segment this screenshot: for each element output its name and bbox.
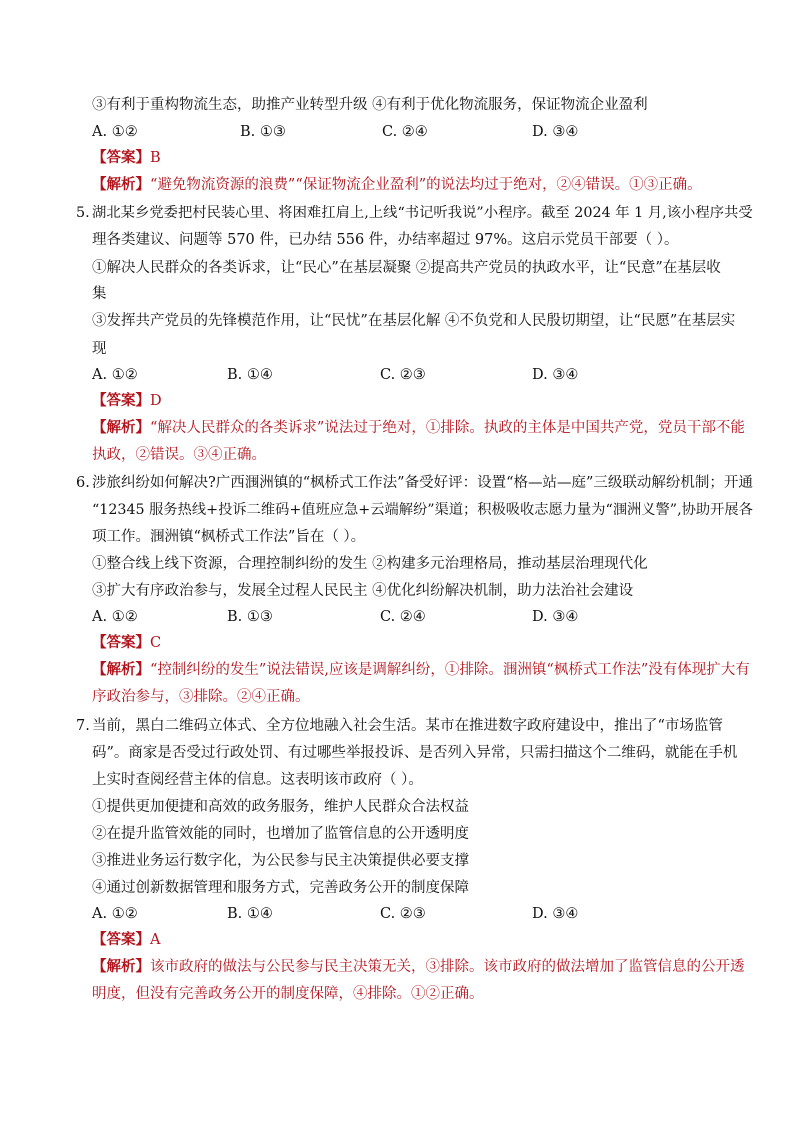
q4-analysis — [92, 175, 702, 195]
q5-options — [92, 365, 732, 385]
q7-analysis-line-2: 明度，但没有完善政务公开的制度保障，④排除。①②正确。 — [92, 986, 484, 1002]
answer-value: B — [150, 150, 161, 166]
q6-options — [92, 607, 732, 627]
stem-text: 湖北某乡党委把村民装心里、将困难扛肩上,上线“书记听我说”小程序。截至 2024 年 1 月,该小程序共受 — [92, 205, 753, 221]
q5-statements-3-4-cont: 现 — [92, 341, 107, 357]
answer-tag: 【答案】 — [92, 931, 150, 948]
stem-text: 当前，黑白二维码立体式、全方位地融入社会生活。某市在推进数字政府建设中，推出了“市场监管 — [92, 718, 723, 734]
option-a: A. ①② — [92, 124, 138, 140]
analysis-text: 该市政府的做法与公民参与民主决策无关，③排除。该市政府的做法增加了监管信息的公开透 — [150, 959, 745, 975]
q6-stem-line-3: 项工作。涠洲镇“枫桥式工作法”旨在（ ）。 — [92, 529, 366, 545]
analysis-text: “解决人民群众的各类诉求”说法过于绝对，①排除。执政的主体是中国共产党，党员干部不能 — [150, 420, 745, 436]
q6-analysis-line-2: 序政治参与，③排除。②④正确。 — [92, 689, 310, 705]
q7-stem-line-2: 码”。商家是否受过行政处罚、有过哪些举报投诉、是否列入异常，只需扫描这个二维码，就能在手机 — [92, 745, 738, 761]
question-number: 6. — [76, 475, 90, 491]
q5-statements-1-2: ①解决人民群众的各类诉求，让“民心”在基层凝聚 ②提高共产党员的执政水平，让“民意”在基层收 — [92, 260, 721, 276]
q7-statement-4: ④通过创新数据管理和服务方式，完善政务公开的制度保障 — [92, 880, 469, 896]
stem-text: 涉旅纠纷如何解决?广西涠洲镇的“枫桥式工作法”备受好评：设置“格—站—庭”三级联动解纷机制；开通 — [92, 475, 753, 491]
q6-stem-line-1 — [76, 473, 753, 493]
q4-options — [92, 122, 732, 142]
q5-analysis-line-2: 执政，②错误。③④正确。 — [92, 447, 266, 463]
q7-options — [92, 904, 732, 924]
q5-statements-1-2-cont: 集 — [92, 286, 107, 302]
q7-statement-3: ③推进业务运行数字化，为公民参与民主决策提供必要支撑 — [92, 853, 469, 869]
answer-tag: 【答案】 — [92, 149, 150, 166]
option-c: C. ②④ — [382, 124, 428, 140]
answer-value: D — [150, 393, 162, 409]
option-c: C. ②③ — [380, 367, 426, 383]
analysis-tag: 【解析】 — [92, 419, 150, 436]
analysis-text: “避免物流资源的浪费”“保证物流企业盈利”的说法均过于绝对，②④错误。①③正确。 — [150, 177, 702, 193]
option-b: B. ①③ — [227, 609, 273, 625]
analysis-tag: 【解析】 — [92, 176, 150, 193]
q6-statements-3-4: ③扩大有序政治参与，发展全过程人民民主 ④优化纠纷解决机制，助力法治社会建设 — [92, 583, 634, 599]
q5-statements-3-4: ③发挥共产党员的先锋模范作用，让“民忧”在基层化解 ④不负党和人民殷切期望，让“民愿”在基层实 — [92, 313, 736, 329]
q5-answer — [92, 391, 162, 411]
analysis-text: “控制纠纷的发生”说法错误,应该是调解纠纷，①排除。涠洲镇“枫桥式工作法”没有体现扩大有 — [150, 662, 750, 678]
answer-value: C — [150, 635, 162, 651]
question-number: 7. — [76, 718, 90, 734]
q6-stem-line-2: “12345 服务热线+投诉二维码+值班应急+云端解纷”渠道；积极吸收志愿力量为“涠洲义警”,协助开展各 — [92, 502, 753, 518]
option-a: A. ①② — [92, 367, 138, 383]
option-b: B. ①④ — [227, 367, 273, 383]
q4-answer — [92, 148, 161, 168]
answer-tag: 【答案】 — [92, 634, 150, 651]
option-d: D. ③④ — [532, 367, 579, 383]
q7-analysis-line-1 — [92, 957, 745, 977]
option-d: D. ③④ — [532, 906, 579, 922]
q5-stem-line-1 — [76, 203, 753, 223]
option-c: C. ②④ — [380, 609, 426, 625]
q5-stem-line-2: 理各类建议、问题等 570 件，已办结 556 件，办结率超过 97%。这启示党员干部要（ ）。 — [92, 232, 679, 248]
option-d: D. ③④ — [532, 609, 579, 625]
q7-statement-1: ①提供更加便捷和高效的政务服务，维护人民群众合法权益 — [92, 799, 469, 815]
option-c: C. ②③ — [380, 906, 426, 922]
option-b: B. ①④ — [227, 906, 273, 922]
option-a: A. ①② — [92, 609, 138, 625]
q5-analysis-line-1 — [92, 418, 745, 438]
question-number: 5. — [76, 205, 90, 221]
q7-stem-line-3: 上实时查阅经营主体的信息。这表明该市政府（ ）。 — [92, 772, 423, 788]
answer-tag: 【答案】 — [92, 392, 150, 409]
q6-answer — [92, 633, 161, 653]
analysis-tag: 【解析】 — [92, 661, 150, 678]
option-a: A. ①② — [92, 906, 138, 922]
answer-value: A — [150, 932, 161, 948]
q7-statement-2: ②在提升监管效能的同时，也增加了监管信息的公开透明度 — [92, 826, 469, 842]
q4-statements-3-4: ③有利于重构物流生态，助推产业转型升级 ④有利于优化物流服务，保证物流企业盈利 — [92, 97, 648, 113]
option-b: B. ①③ — [240, 124, 286, 140]
q6-analysis-line-1 — [92, 660, 750, 680]
q7-answer — [92, 930, 160, 950]
q7-stem-line-1 — [76, 716, 723, 736]
analysis-tag: 【解析】 — [92, 958, 150, 975]
q6-statements-1-2: ①整合线上线下资源，合理控制纠纷的发生 ②构建多元治理格局，推动基层治理现代化 — [92, 556, 648, 572]
option-d: D. ③④ — [532, 124, 579, 140]
